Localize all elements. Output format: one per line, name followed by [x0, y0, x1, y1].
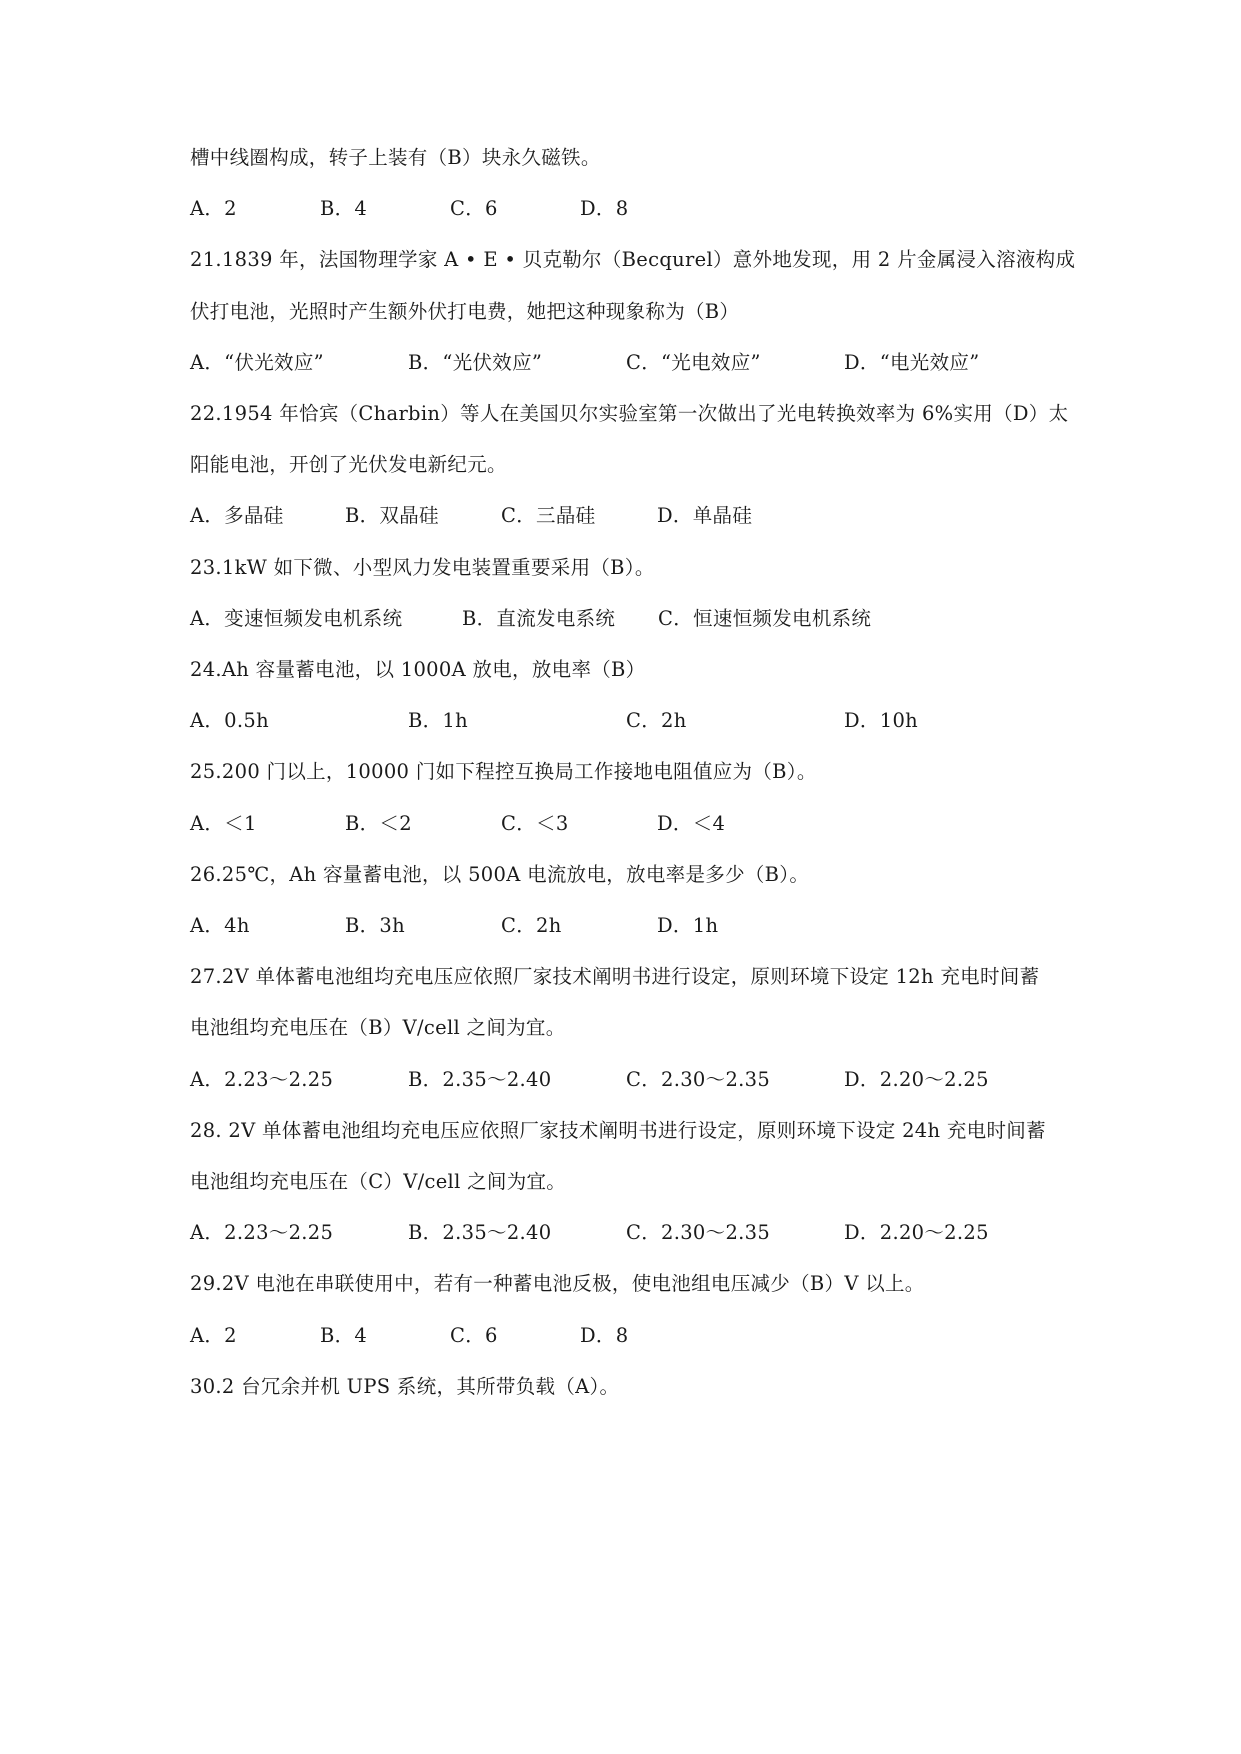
answer-option: A．多晶硅	[190, 504, 284, 528]
answer-option: B．“光伏效应”	[408, 350, 543, 374]
question-text-line: 29.2V 电池在串联使用中，若有一种蓄电池反极，使电池组电压减少（B）V 以上。	[190, 1272, 925, 1296]
answer-option: D．单晶硅	[657, 504, 753, 528]
question-text-line: 21.1839 年，法国物理学家 A • E • 贝克勒尔（Becqurel）意外地发现，用 2 片金属浸入溶液构成	[190, 248, 1076, 272]
answer-option: A．4h	[190, 914, 250, 937]
answer-option: D．1h	[657, 914, 719, 937]
answer-option: A．0.5h	[190, 709, 269, 733]
answer-option: B．4	[320, 1323, 368, 1347]
answer-option: D．2.20～2.25	[844, 1067, 989, 1091]
answer-option: D．2.20～2.25	[844, 1221, 989, 1245]
question-text-line: 电池组均充电压在（C）V/cell 之间为宜。	[190, 1170, 567, 1193]
answer-option: A．＜1	[190, 811, 257, 835]
question-text-line: 23.1kW 如下微、小型风力发电装置重要采用（B）。	[190, 555, 655, 579]
question-text-line: 25.200 门以上，10000 门如下程控互换局工作接地电阻值应为（B）。	[190, 760, 817, 784]
answer-option: B．1h	[408, 709, 468, 733]
answer-option: D．8	[580, 1323, 629, 1347]
answer-option: B．＜2	[345, 811, 412, 835]
question-text-line: 28. 2V 单体蓄电池组均充电压应依照厂家技术阐明书进行设定，原则环境下设定 24h 充电时间蓄	[190, 1118, 1046, 1142]
answer-option: C．三晶硅	[501, 504, 596, 528]
question-text-line: 槽中线圈构成，转子上装有（B）块永久磁铁。	[190, 146, 601, 169]
answer-option: B．4	[320, 197, 368, 221]
answer-option: B．直流发电系统	[462, 606, 616, 630]
answer-option: D．“电光效应”	[844, 350, 980, 374]
answer-option: A．2.23～2.25	[190, 1221, 334, 1245]
answer-option: C．＜3	[501, 811, 569, 835]
question-text-line: 伏打电池，光照时产生额外伏打电费，她把这种现象称为（B）	[190, 299, 740, 323]
question-text-line: 24.Ah 容量蓄电池，以 1000A 放电，放电率（B）	[190, 658, 646, 681]
answer-option: C．“光电效应”	[626, 350, 761, 374]
answer-option: C．6	[450, 1323, 498, 1347]
answer-option: C．2h	[501, 914, 562, 937]
question-text-line: 22.1954 年恰宾（Charbin）等人在美国贝尔实验室第一次做出了光电转换效率为 6%实用（D）太	[190, 402, 1069, 425]
question-text-line: 电池组均充电压在（B）V/cell 之间为宜。	[190, 1016, 566, 1040]
answer-option: A．“伏光效应”	[190, 350, 324, 374]
answer-option: C．6	[450, 197, 498, 221]
question-text-line: 30.2 台冗余并机 UPS 系统，其所带负载（A）。	[190, 1374, 620, 1398]
answer-option: B．2.35～2.40	[408, 1067, 552, 1091]
answer-option: C．2.30～2.35	[626, 1221, 771, 1245]
answer-option: C．2.30～2.35	[626, 1067, 771, 1091]
answer-option: A．变速恒频发电机系统	[190, 606, 403, 630]
answer-option: D．8	[580, 197, 629, 221]
answer-option: C．2h	[626, 709, 687, 733]
question-text-line: 27.2V 单体蓄电池组均充电压应依照厂家技术阐明书进行设定，原则环境下设定 12h 充电时间蓄	[190, 965, 1040, 989]
answer-option: B．3h	[345, 914, 405, 937]
answer-option: A．2.23～2.25	[190, 1067, 334, 1091]
answer-option: C．恒速恒频发电机系统	[658, 606, 872, 630]
answer-option: A．2	[190, 1323, 237, 1347]
answer-option: B．2.35～2.40	[408, 1221, 552, 1245]
answer-option: D．10h	[844, 709, 919, 733]
question-text-line: 阳能电池，开创了光伏发电新纪元。	[190, 453, 507, 477]
answer-option: D．＜4	[657, 811, 726, 835]
answer-option: A．2	[190, 197, 237, 221]
answer-option: B．双晶硅	[345, 504, 439, 528]
question-text-line: 26.25℃，Ah 容量蓄电池，以 500A 电流放电，放电率是多少（B）。	[190, 862, 810, 886]
